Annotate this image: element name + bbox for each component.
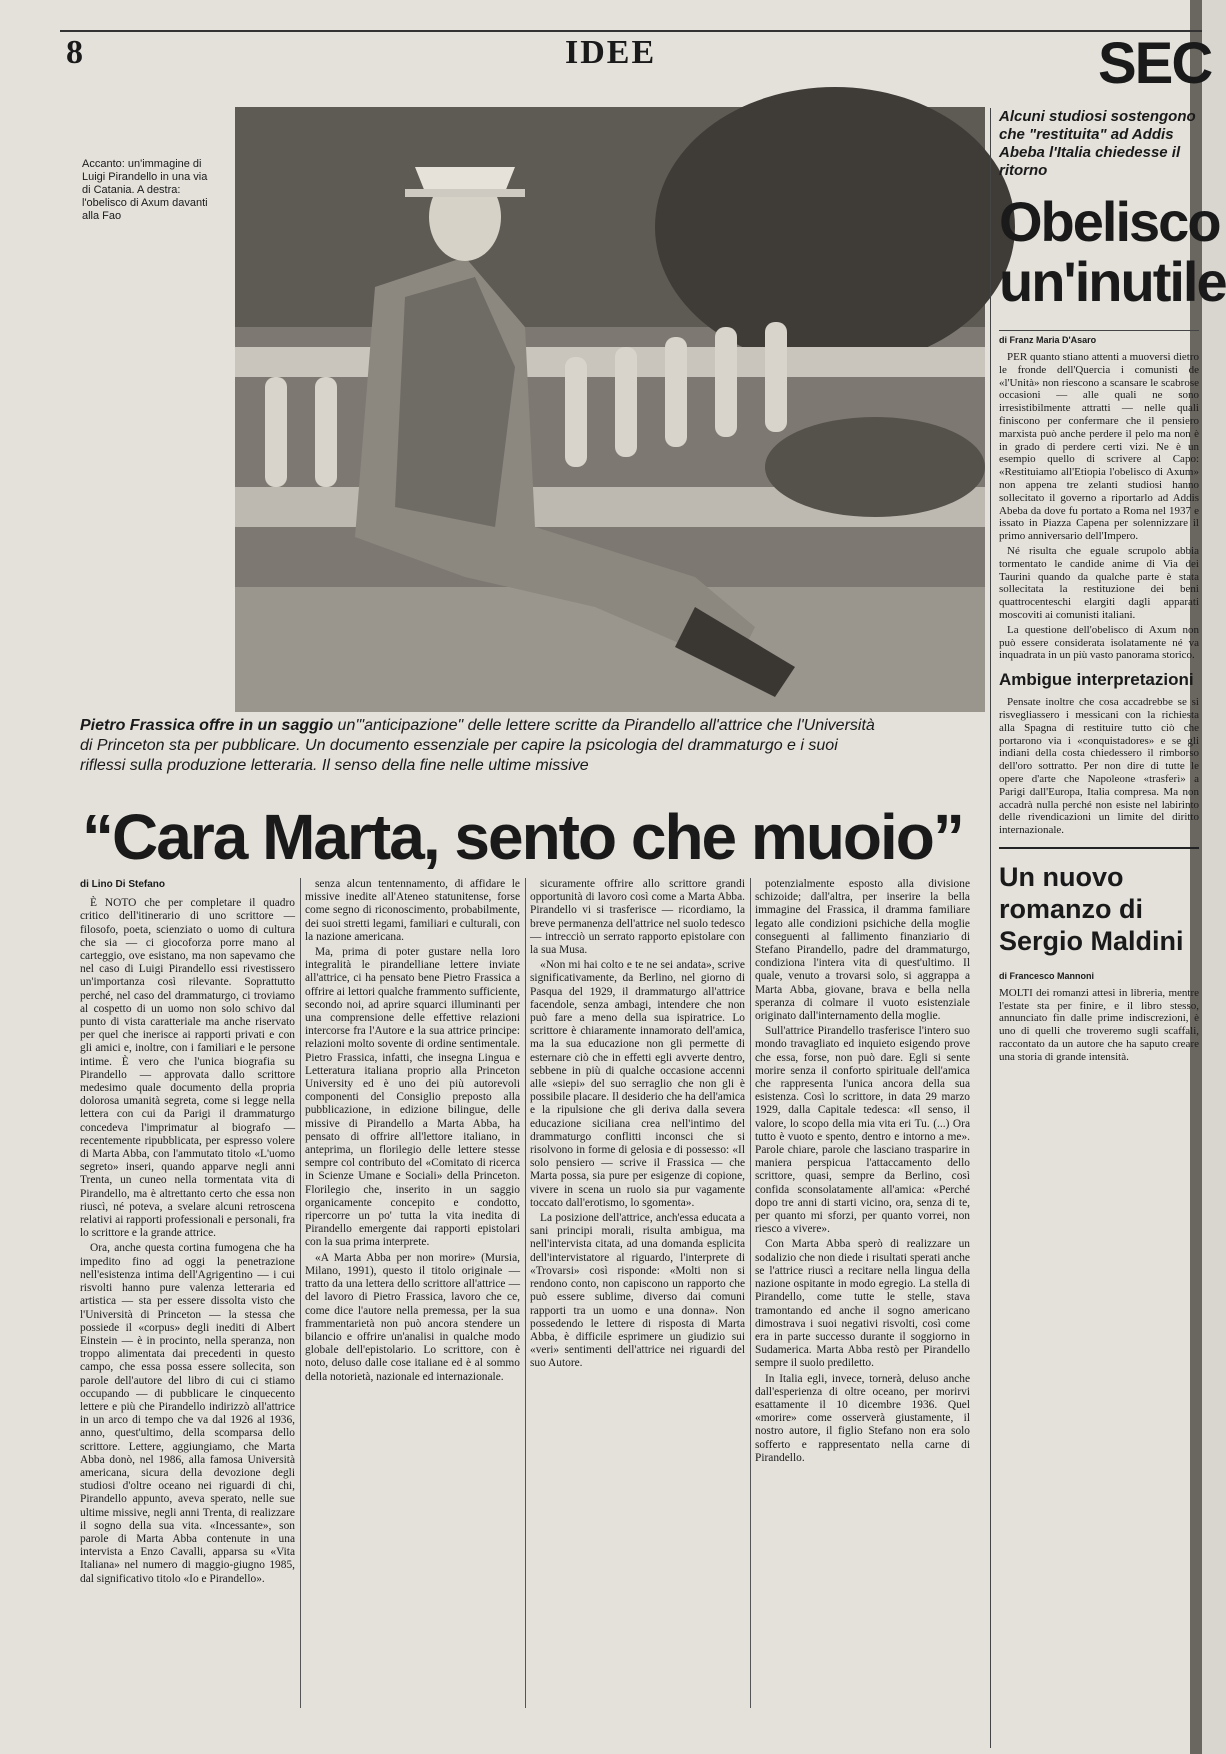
sidebar-body-2 xyxy=(999,696,1199,837)
book-box-headline: Un nuovo romanzo di Sergio Maldini xyxy=(999,861,1184,956)
photo-caption: Accanto: un'immagine di Luigi Pirandello in una via di Catania. A destra: l'obelisco di Axum davanti alla Fao xyxy=(82,158,208,222)
column-rule xyxy=(300,878,301,1708)
article-paragraph: Sull'attrice Pirandello trasferisce l'intero suo mondo travagliato ed inquieto esigendo prove che essa, forse, non può dare. Egli si sente morire senza il conforto spirituale dell'amica che rappresenta l'unica ancora della sua esistenza. Così lo scrittore, in data 29 marzo 1929, dalla Capitale tedesca: «Il senso, il valore, lo scopo della mia vita eri Tu. (...) Ora tutto è vuoto e spento, dentro e intorno a me». Parole chiare, parole che lasciano trasparire in maniera perspicua l'attaccamento dello scrittore, quasi, sempre da Berlino, così confida sconsolatamente all'amica: «Perché dopo tre anni di starti vicino, ora, senza di te, per quanto mi sforzi, per quanto vorrei, non riesco a vivere». xyxy=(755,1025,970,1236)
sidebar-subhead: Ambigue interpretazioni xyxy=(999,670,1194,690)
article-column-1 xyxy=(80,878,295,1708)
article-headline: “Cara Marta, sento che muoio” xyxy=(82,801,963,873)
article-column-3 xyxy=(530,878,745,1708)
sidebar-headline-line2: un'inutile xyxy=(999,250,1226,313)
article-paragraph: Ma, prima di poter gustare nella loro integralità le pirandelliane lettere inviate all'attrice, ci ha pensato bene Pietro Frassica a offrire ai lettori qualche frammento sufficiente, secondo noi, ad aprire squarci illuminanti per una comprensione delle effettive relazioni intercorse fra l'Autore e la sua attrice principe: relazioni molto sovente di ordine sentimentale. Pietro Frassica, infatti, che insegna Lingua e Letteratura italiana proprio alla Princeton University ed è uno dei più autorevoli componenti del Consiglio preposto alla pubblicazione, in edizione bilingue, delle missive di Pirandello a Marta Abba, ha pensato di offrire all'lettore italiano, in anteprima, un florilegio delle lettere stesse sempre col contributo del «Comitato di ricerca in Scienze Umane e Sociali» della Princeton. Florilegio che, inserito in un saggio organicamente concepito e condotto, ripercorre un po' tutta la vita inedita di Pirandello emergente dai rapporti epistolari con la sua prima interprete. xyxy=(305,946,520,1249)
article-column-4 xyxy=(755,878,970,1708)
book-box xyxy=(999,847,1199,1064)
masthead: SEC xyxy=(1098,31,1212,96)
page-number: 8 xyxy=(66,34,83,71)
column-rule xyxy=(750,878,751,1708)
sidebar-byline: di Franz Maria D'Asaro xyxy=(999,330,1199,345)
lede-text: un'"anticipazione" delle lettere scritte da Pirandello all'attrice che l'Università di Princeton sta per pubblicare. Un documento essenziale per capire la psicologia del drammaturgo e i suoi riflessi sulla produzione letteraria. Il senso della fine nelle ultime missive xyxy=(80,717,875,774)
book-box-body: MOLTI dei romanzi attesi in libreria, mentre l'estate sta per finire, e il libro stesso, annunciato fin dalle prime indiscrezioni, è uno di quelli che troveremo sugli scaffali, raccontato da un autore che ha saputo creare una storia di grande intensità. xyxy=(999,986,1199,1063)
article-paragraph: Ora, anche questa cortina fumogena che ha impedito fino ad oggi la penetrazione nell'esistenza intima dell'Agrigentino — i cui risvolti hanno pure valenza letteraria ed artistica — sta per essere dissolta visto che l'Università di Princeton — la stessa che possiede il «corpus» degli inediti di Albert Einstein — è in procinto, nella speranza, non troppo alimentata dai precedenti in questo campo, che essa possa essere sollecita, son parole dell'autore del libro di cui ci stiamo occupando — di pubblicare le cinquecento lettere e più che Pirandello indirizzò all'attrice in un arco di tempo che va dal 1926 al 1936, anno, quest'ultimo, della scomparsa dello scrittore. Lettere, aggiungiamo, che Marta Abba donò, nel 1986, alla famosa Università americana, sicura della devozione degli studiosi d'oltre oceano nei riguardi di chi, Pirandello appunto, aveva sperato, nelle sue ultime missive, negli anni Trenta, di realizzare il sogno della sua vita. «Incessante», son parole di Marta Abba contenute in una intervista a Enzo Cavalli, apparsa su «Vita Italiana» nel numero di maggio-giugno 1985, dal significativo titolo «Io e Pirandello». xyxy=(80,1242,295,1585)
article-lede xyxy=(80,716,880,776)
article-paragraph: «A Marta Abba per non morire» (Mursia, Milano, 1991), questo il titolo originale — tratto da una lettera dello scrittore all'attrice — del lavoro di Pietro Frassica, lavoro che ce, come dice l'autore nella premessa, per la sua frammentarietà non può ancora stendere un bilancio e offrire un'analisi in qualche modo globale dell'epistolario. Lo scrittore, con è noto, deluso dalle cose italiane ed è al sommo della notorietà, nazionale ed internazionale. xyxy=(305,1251,520,1383)
article-paragraph: La posizione dell'attrice, anch'essa educata a sani principi morali, risulta ambigua, ma nell'intervista citata, ad una domanda esplicita dell'intervistatore al riguardo, l'interprete di «Trovarsi» così risponde: «Molti non si rendono conto, non capiscono un rapporto che può essere sublime, diverso dai comuni rapporti tra un uomo e una donna». Non possedendo le lettere di risposta di Marta Abba, è difficile esprimere un giudizio sui «veri» sentimenti dell'attrice nei riguardi del suo Autore. xyxy=(530,1212,745,1370)
article-paragraph: È NOTO che per completare il quadro critico dell'itinerario di uno scrittore — filosofo, poeta, scienziato o uomo di cultura che sia — ci giocoforza porre mano al carteggio, ove esistano, ma non sapevamo che nel caso di Luigi Pirandello essi rivestissero un'importanza così rilevante. Soprattutto perché, nel caso del drammaturgo, ci troviamo al cospetto di un uomo non solo schivo dal punto di vista caratteriale ma anche riservato per quel che inerisce ai rapporti privati e con gli amici e, inoltre, con i familiari e le persone intime. È vero che l'unica biografia su Pirandello — approvata dallo scrittore medesimo quale documento della propria dolorosa umanità segreta, come si legge nella lettera con cui da Parigi il drammaturgo concedeva l'imprimatur al biografo — recentemente ripubblicata, per espresso volere di Marta Abba, con l'ammutato titolo «L'uomo segreto» inseri, quando apparve negli anni Trenta, un cuneo nella tormentata vita di Pirandello, ma è altrettanto certo che essa non riuscì, né poteva, a svelare alcuni retroscena relativi ai rapporti professionali e personali, fra lo scrittore e la grande attrice. xyxy=(80,897,295,1240)
lede-bold: Pietro Frassica offre in un saggio xyxy=(80,717,334,734)
header-rule xyxy=(60,30,1202,32)
article-paragraph: senza alcun tentennamento, di affidare le missive inedite all'Ateneo statunitense, forse come segno di riconoscimento, probabilmente, dei suoi stretti legami, familiari e culturali, con la nazione americana. xyxy=(305,878,520,943)
book-box-byline: di Francesco Mannoni xyxy=(999,970,1095,981)
pirandello-photo xyxy=(235,107,985,712)
pirandello-photo-image xyxy=(235,107,985,712)
article-paragraph: potenzialmente esposto alla divisione schizoide; dall'altra, per inserire la bella immagine del Frassica, il dramma familiare legato alle condizioni psichiche della moglie conseguenti al fallimento finanziario di Stefano Pirandello, padre del drammaturgo, condiziona l'intera vita di quest'ultimo. Il quale, venuto a trovarsi solo, si aggrappa a Marta Abba, giovane, brava e bella nella speranza di colmare il vuoto esistenziale originato dall'internamento della moglie. xyxy=(755,878,970,1023)
sidebar-paragraph: PER quanto stiano attenti a muoversi dietro le fronde dell'Quercia i comunisti de «l'Unità» non riescono a scansare le scabrose occasioni — alle quali ne sono irresistibilmente attratti — nelle quali finiscono per confermare che il pensiero marxista può anche perdere il pelo ma non è in grado di perdere certi vizi. Ne è un esempio quello di scrivere al Capo: «Restituiamo all'Etiopia l'obelisco di Axum» non appena tre zelanti studiosi hanno sollecitato il governo a riportarlo ad Addis Abeba da dove fu portato a Roma nel 1937 e issato in Piazza Capena per solennizzare il primo anniversario dell'Impero. xyxy=(999,351,1199,543)
sidebar-article xyxy=(990,108,1226,1748)
sidebar-body xyxy=(999,351,1199,662)
article-paragraph: In Italia egli, invece, tornerà, deluso anche dall'esperienza di oltre oceano, per morirvi esattamente il 10 dicembre 1936. Quel «morire» come osserverà giustamente, il nostro autore, il figlio Stefano non era solo sofferto e rappresentato nella carne di Pirandello. xyxy=(755,1372,970,1464)
article-byline: di Lino Di Stefano xyxy=(80,879,165,890)
sidebar-headline xyxy=(999,190,1226,313)
sidebar-paragraph: La questione dell'obelisco di Axum non può essere considerata isolatamente né va inquadrata in un più vasto panorama storico. xyxy=(999,623,1199,662)
sidebar-headline-line1: Obelisco xyxy=(999,190,1220,253)
article-paragraph: «Non mi hai colto e te ne sei andata», scrive significativamente, da Berlino, nel giorno di Pasqua del 1929, il drammaturgo all'attrice facendole, senza ambagi, intendere che non può fare a meno della sua ispiratrice. Lo scrittore è chiaramente innamorato dell'amica, ma la sua educazione non gli permette di esternare ciò che in effetti egli avverte dentro, sebbene in più di qualche occasione accenni alle «siepi» del suo serraglio che non gli è possibile placare. Il desiderio che ha dell'amica e la ripulsione che gli deriva dalla severa educazione siciliana crea nell'intimo del drammaturgo conflitti inconsci che si risolvono in forme di gelosia e di possesso: «Il solo pensiero — scrive il Frassica — che Marta possa, sia pure per esigenze di copione, vivere in scena un ruolo sia pur vagamente toccato dall'erotismo, lo sgomenta». xyxy=(530,959,745,1209)
sidebar-paragraph: Pensate inoltre che cosa accadrebbe se si risvegliassero i messicani con la richiesta alla Spagna di restituire tutto ciò che portarono via i «conquistadores» e se gli indiani della costa chiedessero il rimborso dell'oro sottratto. Per non dire di tutte le opere d'arte che Napoleone «trasferì» a Parigi dall'Europa, Italia compresa. Ma non accadrà nulla perché non esiste nel labirinto delle rivendicazioni un limite del diritto internazionale. xyxy=(999,696,1199,837)
column-rule xyxy=(525,878,526,1708)
sidebar-kicker: Alcuni studiosi sostengono che "restituita" ad Addis Abeba l'Italia chiedesse il ritorno xyxy=(999,108,1196,179)
article-column-2 xyxy=(305,878,520,1708)
article-paragraph: sicuramente offrire allo scrittore grandi opportunità di lavoro così come a Marta Abba. Pirandello vi si trasferisce — ricordiamo, la breve permanenza dell'attrice nel suolo tedesco — intrecciò un serrato rapporto epistolare con la sua Musa. xyxy=(530,878,745,957)
section-title: IDEE xyxy=(565,34,657,71)
article-paragraph: Con Marta Abba sperò di realizzare un sodalizio che non diede i risultati sperati anche se l'attrice riuscì a recitare nella lingua della nazione ospitante in modo egregio. La stella di Pirandello, come tutte le stelle, stava tramontando ed anche il sogno americano dimostrava i suoi negativi risvolti, così come era in parte successo durante il soggiorno in Sudamerica. Marta Abba restò per Pirandello sempre il suolo prediletto. xyxy=(755,1238,970,1370)
sidebar-paragraph: Né risulta che eguale scrupolo abbia tormentato le candide anime di Via dei Taurini quando da qualche parte è stata sollecitata la restituzione dei beni quattrocenteschi elargiti dagli apparati moscoviti ai comunisti italiani. xyxy=(999,544,1199,621)
